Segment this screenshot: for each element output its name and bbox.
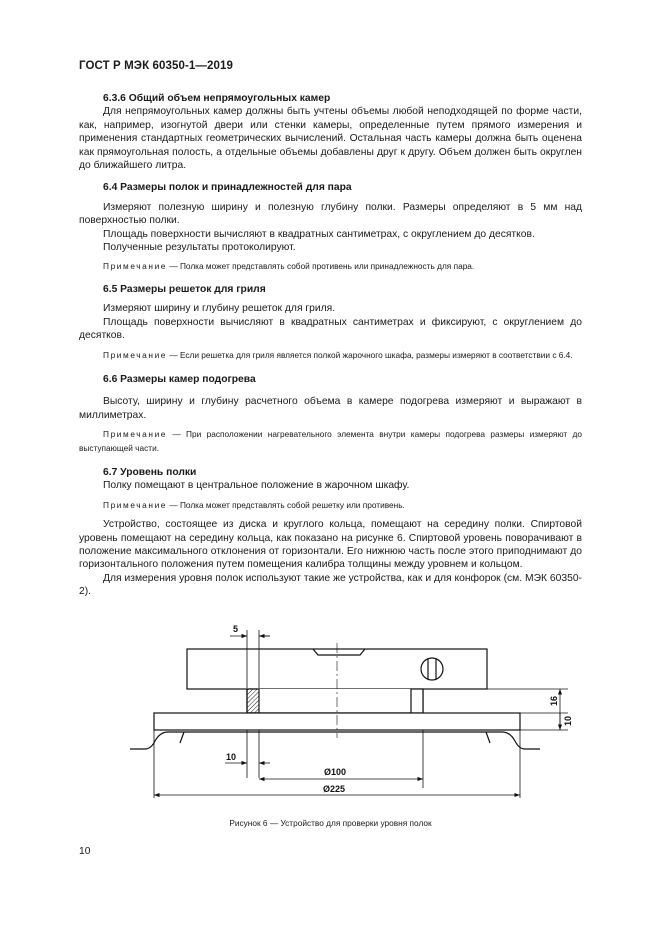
section-heading-6-5: 6.5 Размеры решеток для гриля xyxy=(103,283,266,295)
paragraph: Полку помещают в центральное положение в жарочном шкафу. xyxy=(103,480,410,492)
paragraph: Полученные результаты протоколируют. xyxy=(103,242,296,254)
figure-6-drawing xyxy=(120,618,580,808)
note-text: — Полка может представлять собой решетку или противень. xyxy=(167,499,405,510)
note xyxy=(79,260,582,273)
section-heading-6-4: 6.4 Размеры полок и принадлежностей для пара xyxy=(103,182,352,194)
dimension-10-right-label: 10 xyxy=(563,715,573,726)
note-text: — При расположении нагревательного элемента внутри камеры подогрева размеры измеряют до выступающей части. xyxy=(79,429,582,453)
document-header: ГОСТ Р МЭК 60350-1—2019 xyxy=(79,60,233,72)
dimension-d100-label: Ø100 xyxy=(324,767,347,777)
note-text: — Полка может представлять собой противень или принадлежность для пара. xyxy=(167,261,475,272)
paragraph: Измеряют полезную ширину и полезную глубину полки. Размеры определяют в 5 мм над поверхностью полки. xyxy=(79,201,582,227)
section-heading-6-3-6: 6.3.6 Общий объем непрямоугольных камер xyxy=(103,93,331,104)
figure-caption: Рисунок 6 — Устройство для проверки уровня полок xyxy=(229,818,432,828)
note xyxy=(79,499,582,512)
paragraph: Площадь поверхности вычисляют в квадратных сантиметрах и фиксируют, с округлением до десятков. xyxy=(79,316,582,342)
section-heading-6-7: 6.7 Уровень полки xyxy=(103,466,197,478)
dimension-d225-label: Ø225 xyxy=(323,784,346,794)
paragraph: Высоту, ширину и глубину расчетного объема в камере подогрева измеряют и выражают в миллиметрах. xyxy=(79,396,582,421)
page-number: 10 xyxy=(79,846,91,857)
note-label: Примечание xyxy=(103,429,168,440)
adjustment-knob xyxy=(421,658,443,680)
shelf-rail xyxy=(130,732,540,749)
paragraph: Для непрямоугольных камер должны быть учтены объемы любой неподходящей по форме части, как, например, изогнутой двери или стенки камеры, определенные путем прямого измерения и применения стандартных геометрических вычислений. Остальная часть камеры должна быть оценена как прямоугольная полость, а отдельные объемы добавлены друг к другу. Объем должен быть округлен до ближайшего литра. xyxy=(79,106,582,172)
dimension-16-label: 16 xyxy=(549,695,559,706)
dimension-5-label: 5 xyxy=(233,624,239,634)
paragraph: Измеряют ширину и глубину решеток для гриля. xyxy=(103,303,336,315)
note-label: Примечание xyxy=(103,261,168,272)
document-body xyxy=(79,92,582,599)
note xyxy=(79,349,582,362)
note-label: Примечание xyxy=(103,349,168,360)
dimension-10-label: 10 xyxy=(226,752,237,762)
note-text: — Если решетка для гриля является полкой жарочного шкафа, размеры измеряют в соответствии с 6.4. xyxy=(167,349,573,360)
ring-section-right xyxy=(411,689,423,713)
paragraph: Площадь поверхности вычисляют в квадратных сантиметрах, с округлением до десятков. xyxy=(103,228,535,240)
ring-section-left xyxy=(247,689,259,713)
paragraph: Для измерения уровня полок используют такие же устройства, как и для конфорок (см. МЭК 60350-2). xyxy=(79,572,582,598)
note-label: Примечание xyxy=(103,499,168,510)
ring xyxy=(247,689,423,713)
section-heading-6-6: 6.6 Размеры камер подогрева xyxy=(103,373,256,385)
note xyxy=(79,428,582,455)
paragraph: Устройство, состоящее из диска и круглого кольца, помещают на середину полки. Спиртовой уровень помещают на середину кольца, как показано на рисунке 6. Спиртовой уровень поворачивают в положение максимального отклонения от горизонтали. Его нижнюю часть после этого приподнимают до горизонтального положения путем помещения калибра толщины между уровнем и кольцом. xyxy=(79,519,582,571)
